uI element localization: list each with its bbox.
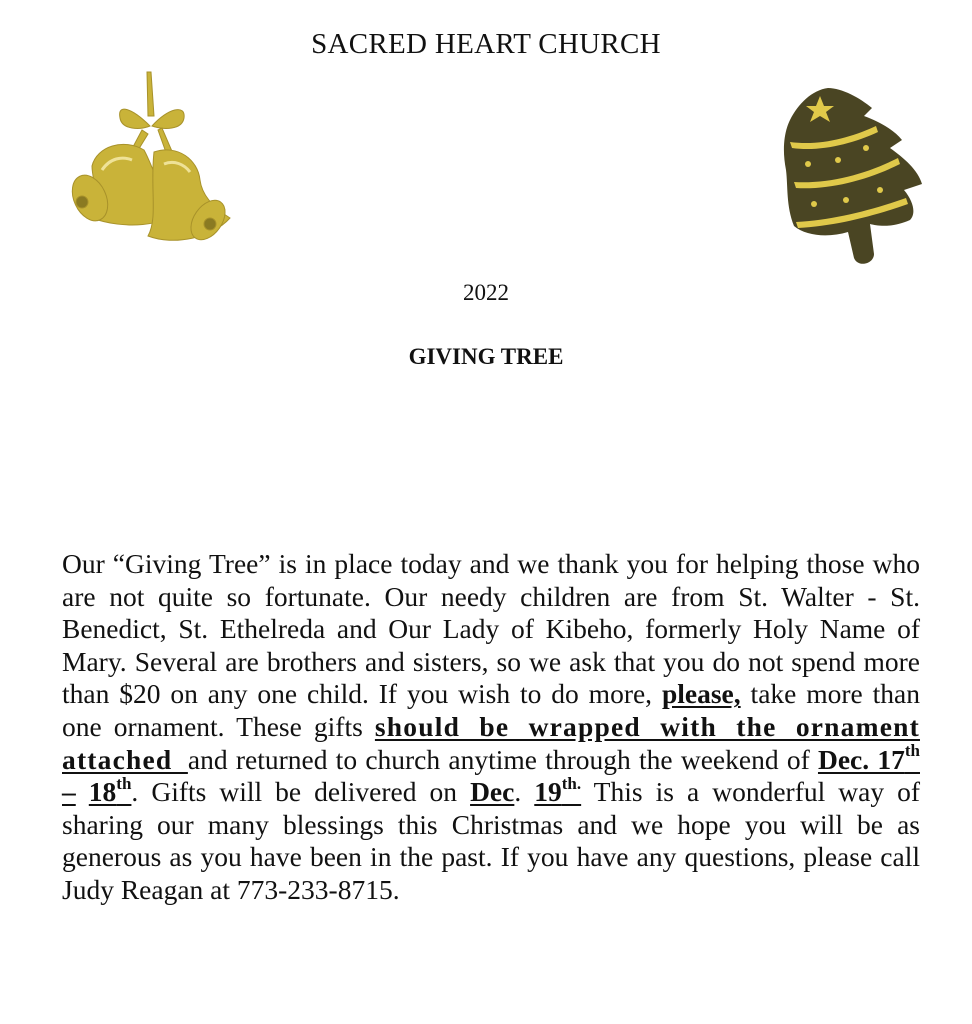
date-text: 18 [88,776,117,808]
date-dash: – [62,776,76,808]
date-text: Dec. 17 [817,743,905,775]
date-text: 19 [534,776,562,808]
emphasis-please: please, [661,678,741,710]
date-19 [534,776,581,807]
body-text-segment: This is a wonderful way of sharing our many blessings this Christmas and we hope you will be as generous as you have been in the past. If you have any questions, please call Judy Reagan at 773-233-8715. [62,776,921,905]
body-paragraph [62,548,920,907]
year: 2022 [463,280,509,305]
date-suffix: th [116,774,132,793]
emphasis-wrapped: should be wrapped with the ornament attached [62,710,920,775]
date-suffix: th [904,741,920,761]
church-name: SACRED HEART CHURCH [311,28,661,60]
date-18 [89,776,132,807]
page-title: GIVING TREE [408,344,564,369]
body-text-segment: take more than one ornament. These gifts [62,678,921,742]
christmas-bells-icon [62,68,234,253]
body-text-segment: . Gifts will be delivered on [131,776,471,808]
date-suffix: th. [561,774,582,793]
body-text-segment: and returned to church anytime through the weekend of [187,743,818,775]
date-dec: Dec [470,776,515,808]
christmas-tree-icon [780,86,925,268]
body-text-segment: Our “Giving Tree” is in place today and we thank you for helping those who are not quite so fortunate. Our needy children are from St. Walter - St. Benedict, St. Ethelreda and Our Lady of Kibeho, formerly Holy Name of Mary. Several are brothers and sisters, so we ask that you do not spend more than $20 on any one child. If you wish to do more, [62,548,920,710]
body-text-segment: . [514,776,535,808]
